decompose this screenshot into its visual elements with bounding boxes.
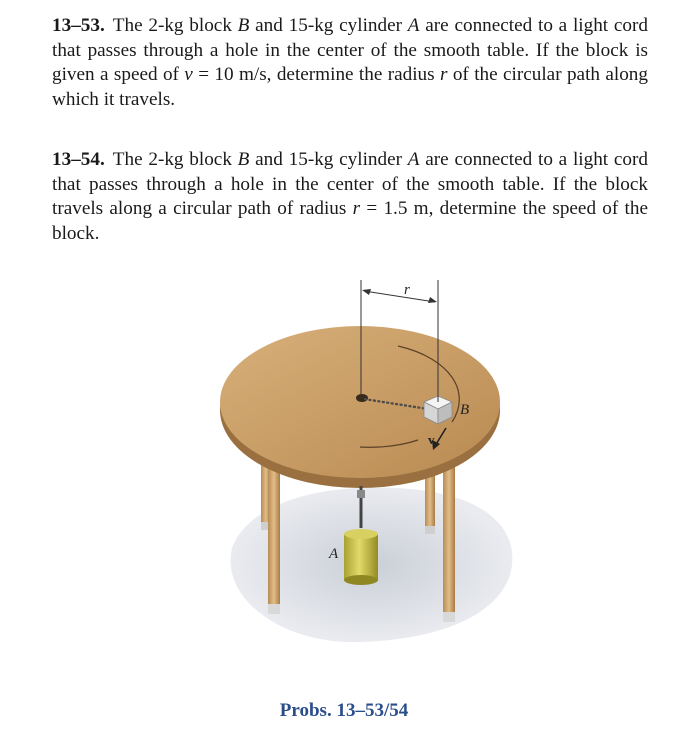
label-r: r bbox=[404, 282, 410, 298]
r-dimension-arrow bbox=[364, 291, 435, 302]
variable-b: B bbox=[237, 15, 250, 36]
problem-text: = 1.5 m, determine the speed of the block. bbox=[52, 198, 648, 244]
problem-text: = 10 m/s, determine the radius bbox=[192, 64, 440, 85]
variable-r: r bbox=[440, 64, 448, 85]
problem-text: are connected to a light cord that passes through a hole in the center of the smooth table. If the block is given a speed of bbox=[52, 15, 648, 85]
table-leg-front-right bbox=[443, 465, 455, 615]
variable-a: A bbox=[407, 15, 420, 36]
label-v: v bbox=[428, 432, 435, 447]
table-figure bbox=[0, 262, 688, 692]
problem-13-54 bbox=[52, 148, 648, 246]
label-a: A bbox=[329, 546, 339, 562]
variable-v: v bbox=[184, 64, 193, 85]
problem-number: 13–54. bbox=[52, 149, 105, 170]
problem-text: The 2-kg block bbox=[112, 15, 238, 36]
table-leg-front-left bbox=[268, 452, 280, 608]
figure-caption: Probs. 13–53/54 bbox=[279, 700, 409, 721]
label-b: B bbox=[460, 402, 470, 418]
problem-text: are connected to a light cord that passes through a hole in the center of the smooth table. If the block travels along a circular path of radius bbox=[52, 149, 648, 219]
problem-text: and 15-kg cylinder bbox=[249, 149, 408, 170]
variable-b: B bbox=[237, 149, 250, 170]
table-top bbox=[220, 326, 500, 478]
cylinder-a bbox=[344, 534, 378, 580]
problem-number: 13–53. bbox=[52, 15, 105, 36]
variable-a: A bbox=[407, 149, 420, 170]
variable-r: r bbox=[352, 198, 361, 219]
problem-13-53 bbox=[52, 14, 648, 112]
problem-text: of the circular path along which it travels. bbox=[52, 64, 648, 110]
table-hole bbox=[356, 394, 368, 402]
problem-text: and 15-kg cylinder bbox=[249, 15, 408, 36]
problem-text: The 2-kg block bbox=[112, 149, 238, 170]
